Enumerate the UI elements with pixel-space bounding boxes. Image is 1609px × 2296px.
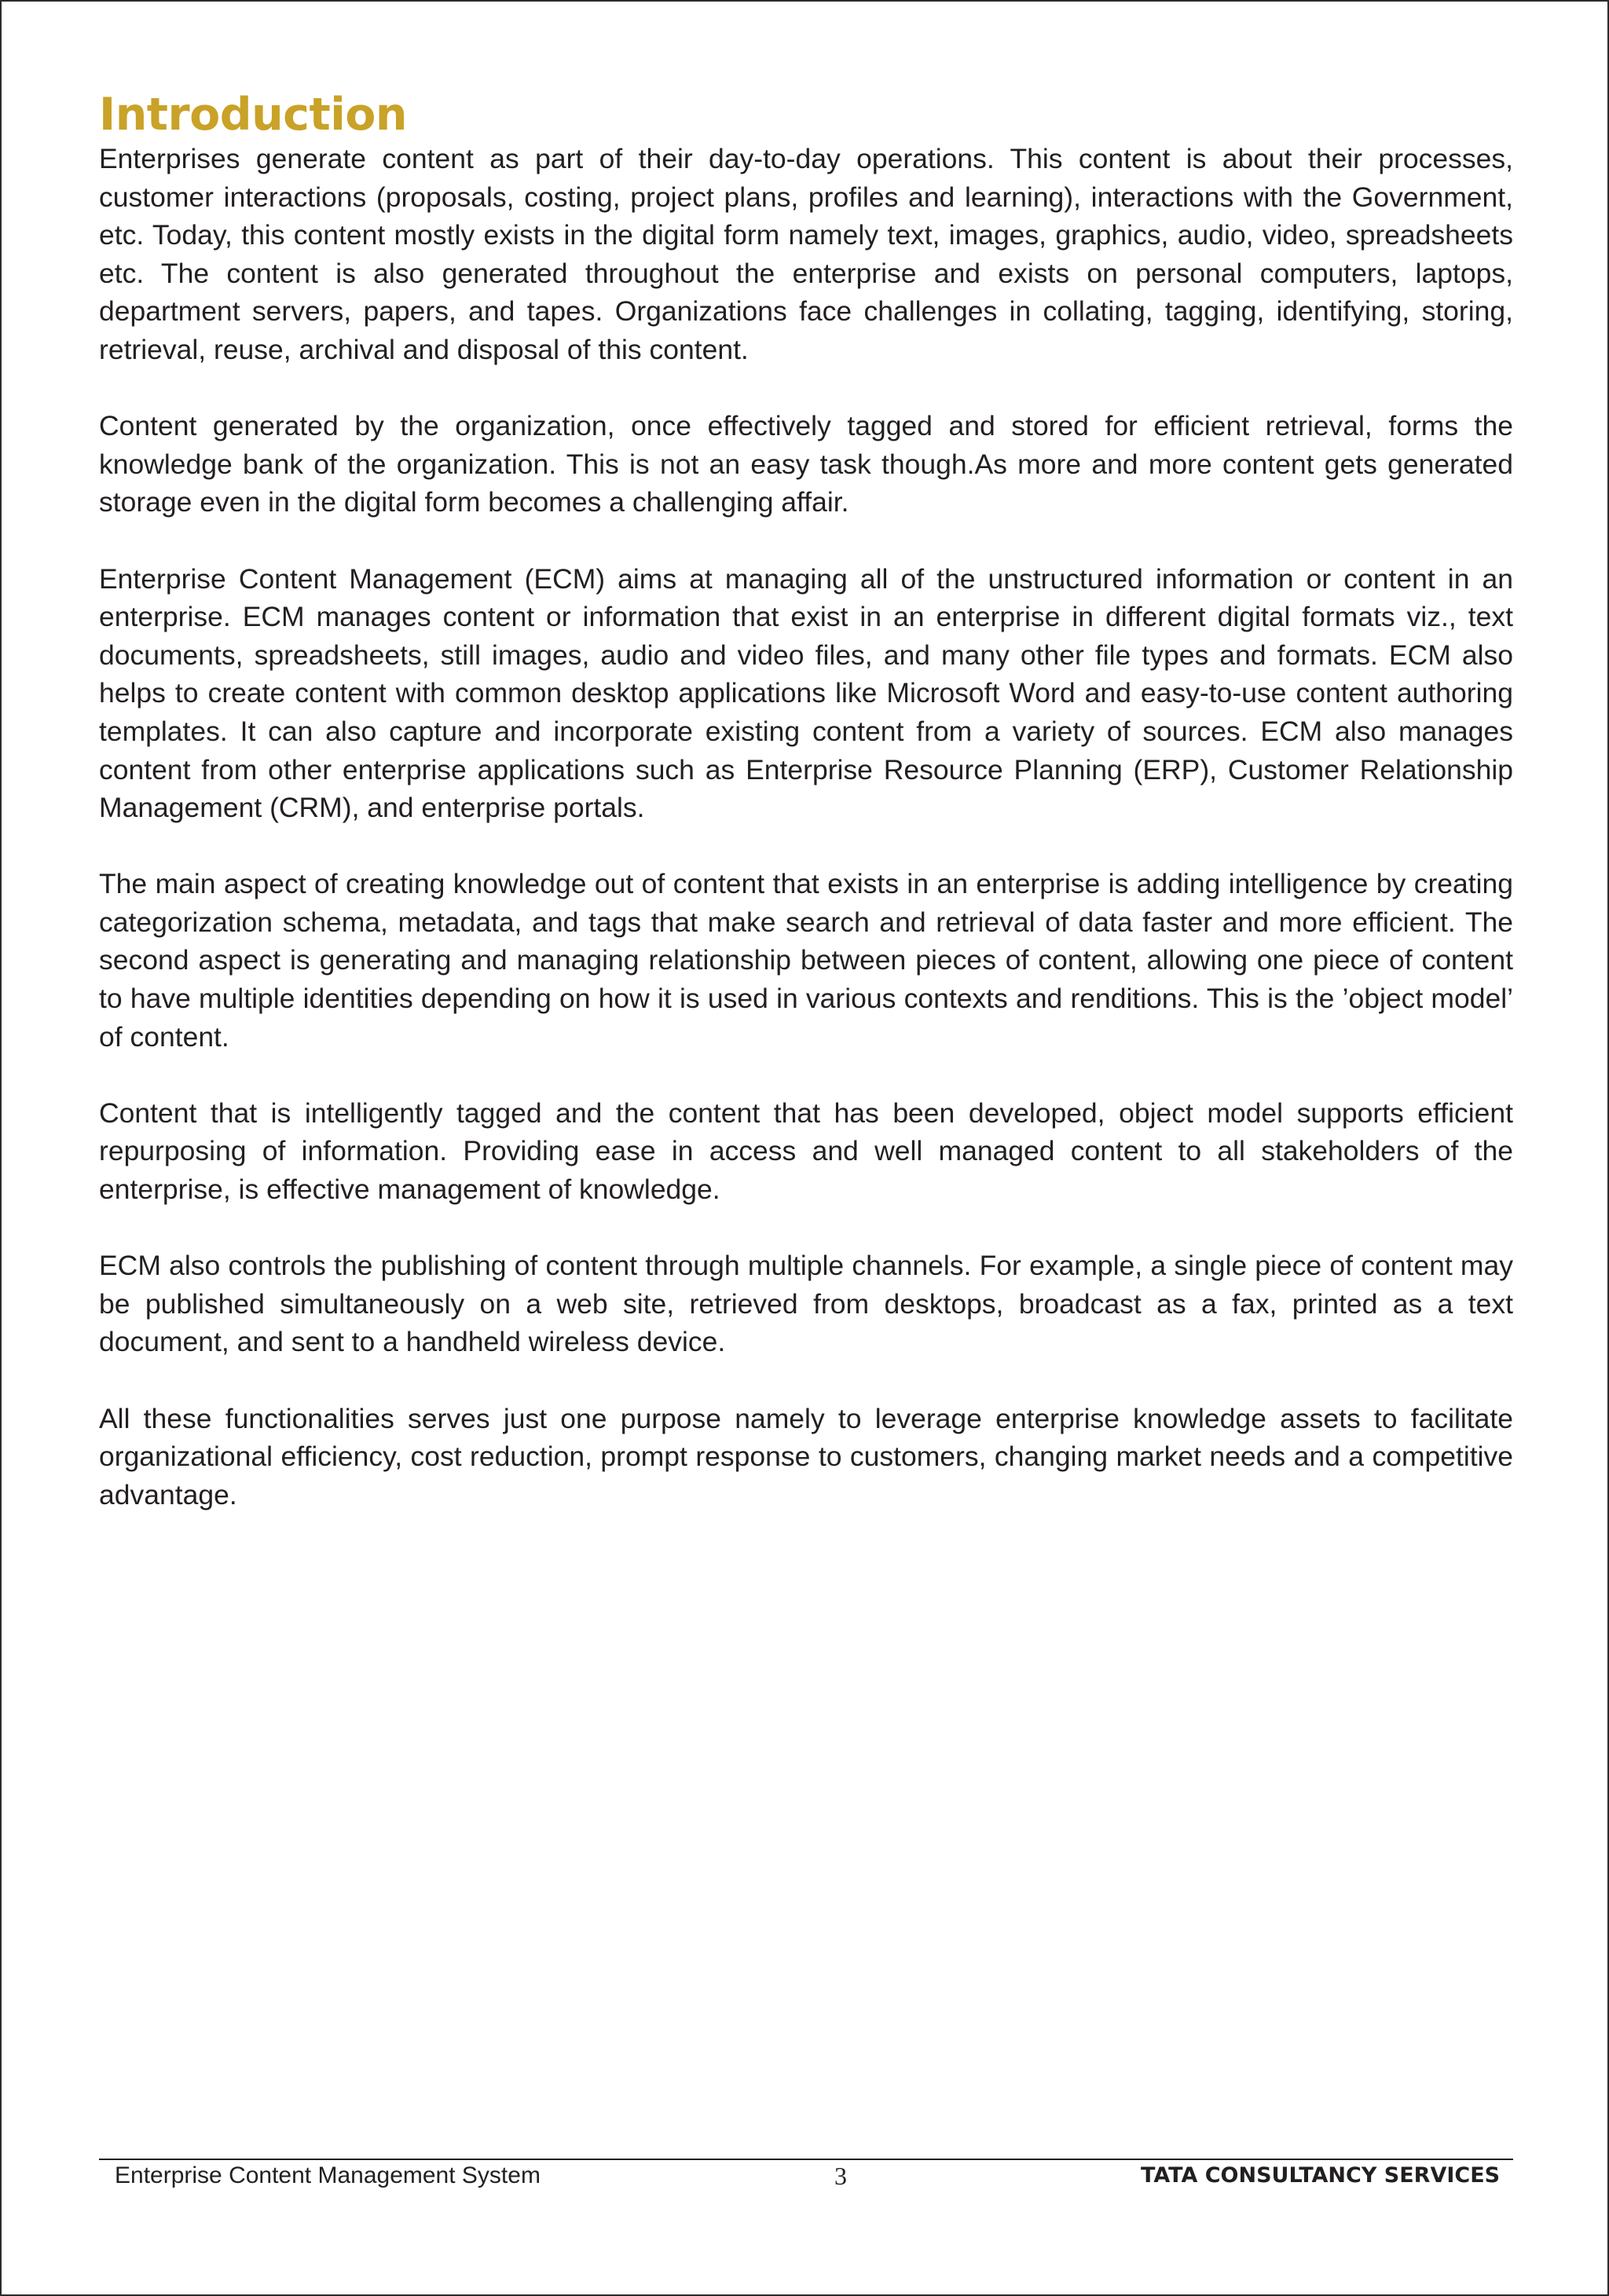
- paragraph-7: All these functionalities serves just one purpose namely to leverage enterprise knowledge assets to facilitate organizational efficiency, cost reduction, prompt response to customers, changing market needs and a competitive advantage.: [99, 1402, 1513, 1511]
- footer-company-name: TATA CONSULTANCY SERVICES: [1141, 2163, 1501, 2188]
- footer-page-number: 3: [834, 2162, 847, 2190]
- paragraph-3: Enterprise Content Management (ECM) aims at managing all of the unstructured information or content in an enterprise. ECM manages content or information that exist in an enterprise in different digital formats viz., text documents, spreadsheets, still images, audio and video files, and many other file types and formats. ECM also helps to create content with common desktop applications like Microsoft Word and easy-to-use content authoring templates. It can also capture and incorporate existing content from a variety of sources. ECM also manages content from other enterprise applications such as Enterprise Resource Planning (ERP), Customer Relationship Management (CRM), and enterprise portals.: [99, 562, 1513, 824]
- section-title: Introduction: [99, 89, 407, 141]
- paragraph-1: Enterprises generate content as part of their day-to-day operations. This content is about their processes, customer interactions (proposals, costing, project plans, profiles and learning), interactions with the Government, etc. Today, this content mostly exists in the digital form namely text, images, graphics, audio, video, spreadsheets etc. The content is also generated throughout the enterprise and exists on personal computers, laptops, department servers, papers, and tapes. Organizations face challenges in collating, tagging, identifying, storing, retrieval, reuse, archival and disposal of this content.: [99, 143, 1513, 365]
- footer-document-name: Enterprise Content Management System: [115, 2162, 541, 2188]
- document-body: [99, 90, 1513, 1552]
- paragraph-2: Content generated by the organization, once effectively tagged and stored for efficient retrieval, forms the knowledge bank of the organization. This is not an easy task though.As more and more content gets generated storage even in the digital form becomes a challenging affair.: [99, 410, 1513, 518]
- paragraph-5: Content that is intelligently tagged and the content that has been developed, object model supports efficient repurposing of information. Providing ease in access and well managed content to all stakeholders of the enterprise, is effective management of knowledge.: [99, 1097, 1513, 1206]
- footer-divider: [99, 2159, 1513, 2160]
- paragraph-4: The main aspect of creating knowledge out of content that exists in an enterprise is adding intelligence by creating categorization schema, metadata, and tags that make search and retrieval of data faster and more efficient. The second aspect is generating and managing relationship between pieces of content, allowing one piece of content to have multiple identities depending on how it is used in various contexts and renditions. This is the ’object model’ of content.: [99, 868, 1513, 1053]
- paragraph-6: ECM also controls the publishing of content through multiple channels. For example, a single piece of content may be published simultaneously on a web site, retrieved from desktops, broadcast as a fax, printed as a text document, and sent to a handheld wireless device.: [99, 1250, 1513, 1358]
